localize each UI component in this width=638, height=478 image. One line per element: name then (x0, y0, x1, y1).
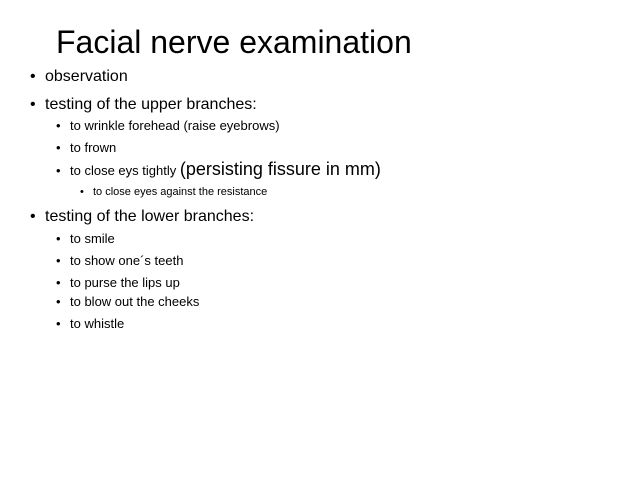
bullet-icon: • (56, 294, 61, 309)
list-item-lower-branches (30, 207, 254, 227)
list-item-purse-lips (56, 274, 180, 292)
list-item-text: to frown (70, 140, 117, 155)
list-item-text: to smile (70, 231, 115, 246)
bullet-icon: • (80, 186, 84, 198)
list-item-whistle (56, 315, 124, 333)
list-item-frown (56, 139, 116, 157)
list-item-text: to whistle (70, 316, 125, 331)
list-item-blow-cheeks (56, 293, 199, 311)
list-item-text: testing of the lower branches: (45, 208, 255, 225)
bullet-icon: • (56, 231, 61, 246)
list-item-show-teeth (56, 252, 183, 270)
bullet-icon: • (56, 163, 61, 178)
list-item-text: testing of the upper branches: (45, 96, 257, 113)
bullet-icon: • (56, 275, 61, 290)
bullet-icon: • (56, 140, 61, 155)
list-item-text: to wrinkle forehead (raise eyebrows) (70, 118, 280, 133)
list-item-against-resistance (80, 184, 267, 200)
list-item-observation (30, 67, 128, 87)
list-item-upper-branches (30, 95, 257, 115)
bullet-icon: • (56, 118, 61, 133)
list-item-wrinkle-forehead (56, 117, 280, 135)
list-item-close-eyes-tightly (56, 160, 381, 180)
slide-title: Facial nerve examination (56, 24, 412, 60)
bullet-icon: • (56, 316, 61, 331)
list-item-smile (56, 230, 115, 248)
bullet-icon: • (56, 253, 61, 268)
list-item-text: to purse the lips up (70, 275, 180, 290)
bullet-icon: • (30, 208, 36, 225)
list-item-text: observation (45, 68, 128, 85)
list-item-emphasis: (persisting fissure in mm) (179, 159, 381, 179)
list-item-text: to close eys tightly (70, 163, 180, 178)
list-item-text: to blow out the cheeks (70, 294, 200, 309)
list-item-text: to close eyes against the resistance (93, 186, 268, 198)
list-item-text: to show one´s teeth (70, 253, 184, 268)
bullet-icon: • (30, 96, 36, 113)
bullet-icon: • (30, 68, 36, 85)
